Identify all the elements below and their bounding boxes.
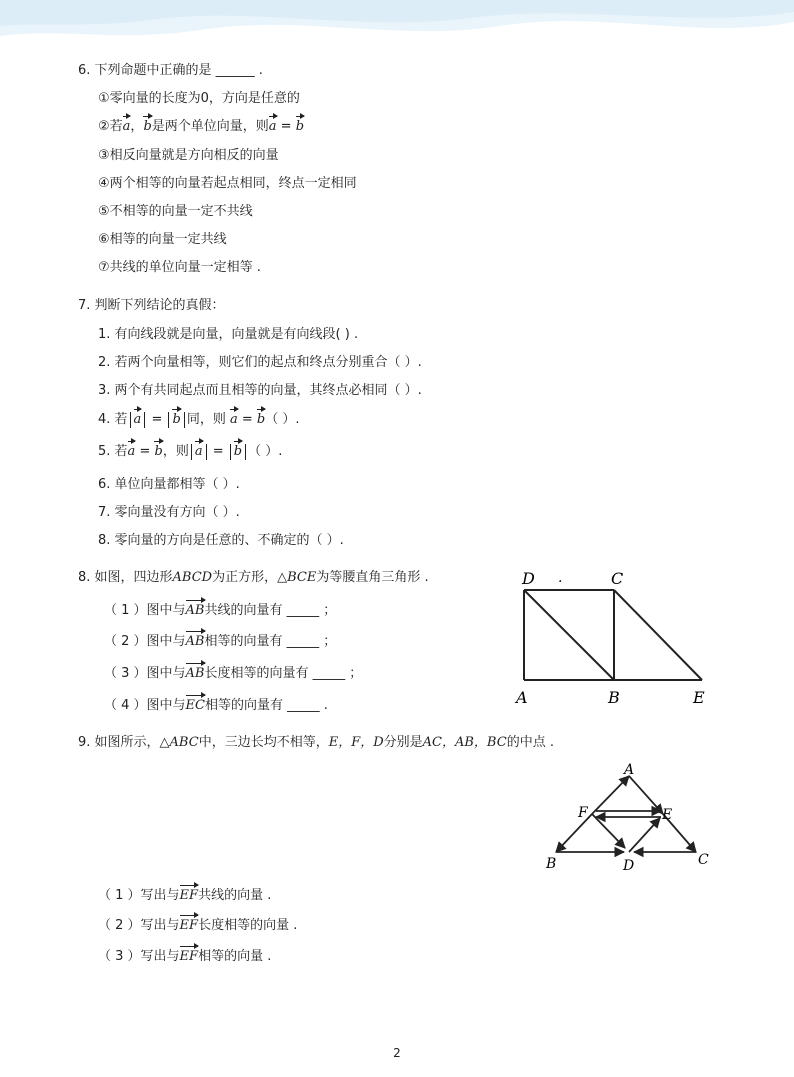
label-C: C — [698, 852, 709, 868]
q8-item-2: （ 2 ）图中与AB相等的向量有 _____ ； — [104, 634, 337, 649]
q6-item-4: ④两个相等的向量若起点相同，终点一定相同 — [98, 176, 357, 191]
q9-item-3: （ 3 ）写出与EF相等的向量 . — [98, 949, 272, 964]
q7-item-5: 5. 若a = b，则 a = b （ ）. — [98, 444, 283, 459]
page-number: 2 — [393, 1046, 401, 1060]
label-B: B — [546, 856, 557, 872]
q8-item-3: （ 3 ）图中与AB长度相等的向量有 _____ ； — [104, 666, 363, 681]
q6-item-2: ②若a，b是两个单位向量，则a = b — [98, 119, 305, 134]
q7-stem: 7. 判断下列结论的真假： — [78, 298, 225, 313]
q8-item-1: （ 1 ）图中与AB共线的向量有 _____ ； — [104, 603, 337, 618]
label-B: B — [608, 688, 620, 707]
q7-item-3: 3. 两个有共同起点而且相等的向量，其终点必相同（ ）. — [98, 383, 422, 398]
q8-stem: 8. 如图，四边形ABCD为正方形，△BCE为等腰直角三角形 . — [78, 570, 429, 585]
q7-item-7: 7. 零向量没有方向（ ）. — [98, 505, 240, 520]
label-C: C — [611, 569, 624, 588]
q7-item-1: 1. 有向线段就是向量，向量就是有向线段( ) . — [98, 327, 359, 342]
q9-stem: 9. 如图所示，△ABC中，三边长均不相等，E，F，D分别是AC，AB，BC的中点 . — [78, 735, 554, 750]
q8-item-4: （ 4 ）图中与EC相等的向量有 _____ . — [104, 698, 328, 713]
label-A: A — [624, 762, 635, 778]
q6-item-3: ③相反向量就是方向相反的向量 — [98, 148, 279, 163]
q7-item-8: 8. 零向量的方向是任意的、不确定的（ ）. — [98, 533, 344, 548]
label-E: E — [662, 807, 673, 823]
label-F: F — [578, 805, 588, 821]
q6-item-6: ⑥相等的向量一定共线 — [98, 232, 227, 247]
q7-item-4: 4. 若 a = b 同，则 a = b（ ）. — [98, 412, 300, 427]
label-D: D — [623, 858, 635, 874]
q8-figure-square-triangle — [510, 566, 710, 710]
header-wave-decoration — [0, 0, 794, 60]
q6-stem: 6. 下列命题中正确的是 ______ . — [78, 63, 263, 78]
q9-figure-triangle-midpoints — [540, 760, 720, 876]
label-D: D — [522, 569, 535, 588]
q6-item-1: ①零向量的长度为0，方向是任意的 — [98, 91, 300, 106]
label-dot: . — [558, 570, 563, 586]
q9-item-1: （ 1 ）写出与EF共线的向量 . — [98, 888, 272, 903]
q7-item-6: 6. 单位向量都相等（ ）. — [98, 477, 240, 492]
q6-item-5: ⑤不相等的向量一定不共线 — [98, 204, 253, 219]
label-A: A — [516, 688, 528, 707]
label-E: E — [693, 688, 705, 707]
q9-item-2: （ 2 ）写出与EF长度相等的向量 . — [98, 918, 298, 933]
q6-item-7: ⑦共线的单位向量一定相等 . — [98, 260, 261, 275]
q7-item-2: 2. 若两个向量相等，则它们的起点和终点分别重合（ ）. — [98, 355, 422, 370]
